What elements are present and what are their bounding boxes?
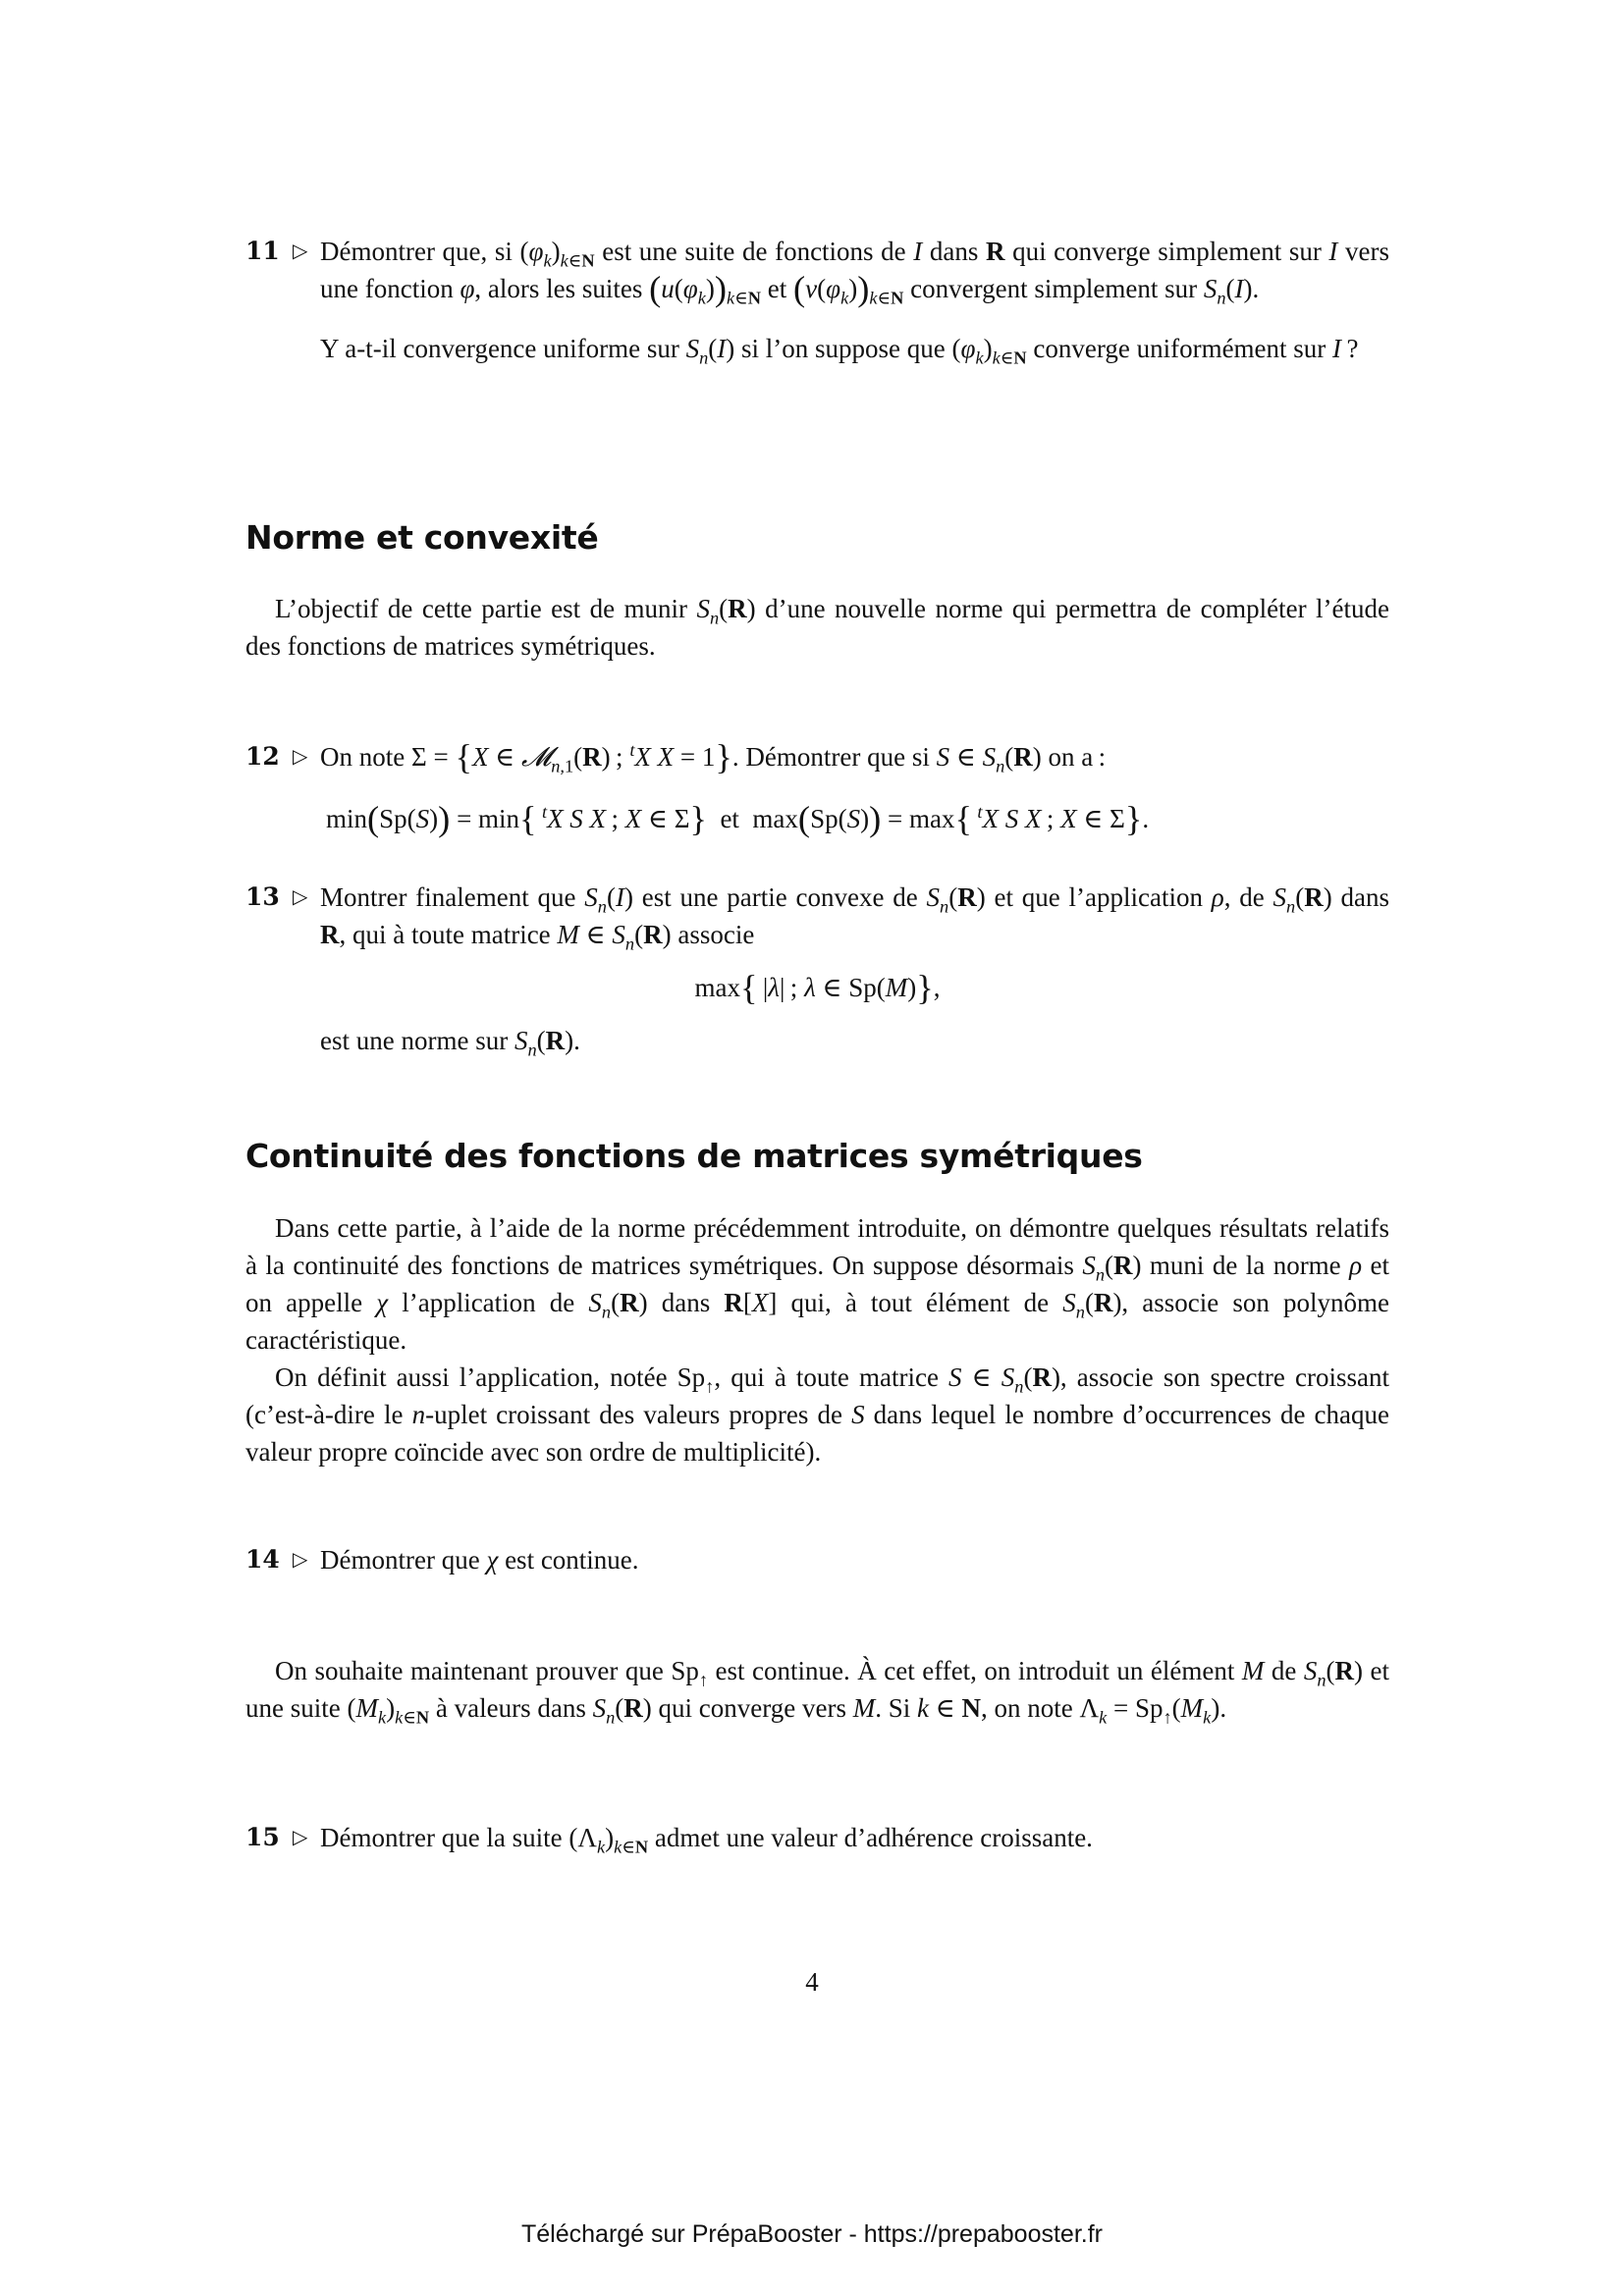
download-footer-link[interactable]: Téléchargé sur PrépaBooster - https://prepabooster.fr — [521, 2220, 1103, 2248]
section-continuite-intro — [245, 1209, 1389, 1470]
question-11-statement: Démontrer que, si $(\varphi_k)_{k\in N}$ est une suite de fonctions de I dans R qui converge simplement sur I vers une fonction φ, alors les suites $(u(\varphi_k))_{k\in N}$ et $(v(\varphi_k))_{k\in N}$ convergent simplement sur $S_n(I)$. — [320, 237, 1390, 308]
triangle-marker-icon: ▷ — [293, 1549, 308, 1571]
triangle-marker-icon: ▷ — [293, 1827, 308, 1848]
question-number: 13 — [245, 882, 280, 911]
intro-paragraph-1: Dans cette partie, à l’aide de la norme précédemment introduite, on démontre quelques résultats relatifs à la continuité des fonctions de matrices symétriques. On suppose désormais $S_n(R)$ muni de la norme ρ et on appelle χ l’application de $S_n(R)$ dans R[X] qui, à tout élément de $S_n(R)$, associe son polynôme caractéristique. — [245, 1213, 1390, 1355]
triangle-marker-icon: ▷ — [293, 886, 308, 908]
question-14 — [245, 1541, 1389, 1578]
triangle-marker-icon: ▷ — [293, 240, 308, 262]
page-number: 4 — [805, 1967, 819, 1997]
question-13-conclusion: est une norme sur $S_n(R)$. — [320, 1026, 580, 1060]
question-11 — [245, 233, 1389, 367]
question-number: 14 — [245, 1545, 280, 1574]
question-12 — [245, 738, 1389, 775]
question-12-statement: On note Σ = {X ∈ 𝓜$_{n,1}$(R) ; $^t$X X = 1}. Démontrer que si S ∈ $S_n(R)$ on a : — [320, 736, 1107, 776]
question-14-statement: Démontrer que χ est continue. — [320, 1545, 639, 1575]
question-13-statement: Montrer finalement que $S_n(I)$ est une partie convexe de $S_n(R)$ et que l’application ρ, de $S_n(R)$ dans R, qui à toute matrice M ∈ $S_n(R)$ associe — [320, 882, 1389, 954]
section-norme-intro: L’objectif de cette partie est de munir $S_n(R)$ d’une nouvelle norme qui permettra de compléter l’étude des fonctions de matrices symétriques. — [245, 594, 1390, 661]
intro-paragraph-2: On définit aussi l’application, notée $Sp_↑$, qui à toute matrice S ∈ $S_n(R)$, associe son spectre croissant (c’est-à-dire le n-uplet croissant des valeurs propres de S dans lequel le nombre d’occurrences de chaque valeur propre coïncide avec son ordre de multiplicité). — [245, 1362, 1390, 1467]
question-15 — [245, 1819, 1389, 1856]
question-15-statement: Démontrer que la suite $(\Lambda_k)_{k\in N}$ admet une valeur d’adhérence croissante. — [320, 1823, 1093, 1857]
question-12-body — [320, 738, 1389, 775]
question-11-body — [320, 233, 1389, 367]
question-15-body — [320, 1819, 1389, 1856]
question-11-followup: Y a-t-il convergence uniforme sur $S_n(I)$ si l’on suppose que $(\varphi_k)_{k\in N}$ converge uniformément sur I ? — [320, 334, 1359, 368]
triangle-marker-icon: ▷ — [293, 746, 308, 768]
question-number: 15 — [245, 1823, 280, 1851]
question-number: 12 — [245, 742, 280, 771]
question-13 — [245, 879, 1389, 1059]
section-title-norme: Norme et convexité — [245, 518, 599, 557]
question-13-body — [320, 879, 1389, 1059]
question-12-formula: min(Sp(S)) = min{ $^t$X S X ; X ∈ Σ} et max(Sp(S)) = max{ $^t$X S X ; X ∈ Σ}. — [326, 798, 1150, 838]
section-continuite-paragraph-3: On souhaite maintenant prouver que $Sp_↑$ est continue. À cet effet, on introduit un élément M de $S_n(R)$ et une suite $(M_k)_{k\in N}$ à valeurs dans $S_n(R)$ qui converge vers M. Si k ∈ N, on note $\Lambda_k = Sp_↑(M_k)$. — [245, 1656, 1390, 1728]
section-title-continuite: Continuité des fonctions de matrices symétriques — [245, 1137, 1143, 1175]
question-13-formula: max{ |λ| ; λ ∈ Sp(M)}, — [694, 967, 941, 1007]
question-number: 11 — [245, 237, 280, 265]
question-14-body — [320, 1541, 1389, 1578]
